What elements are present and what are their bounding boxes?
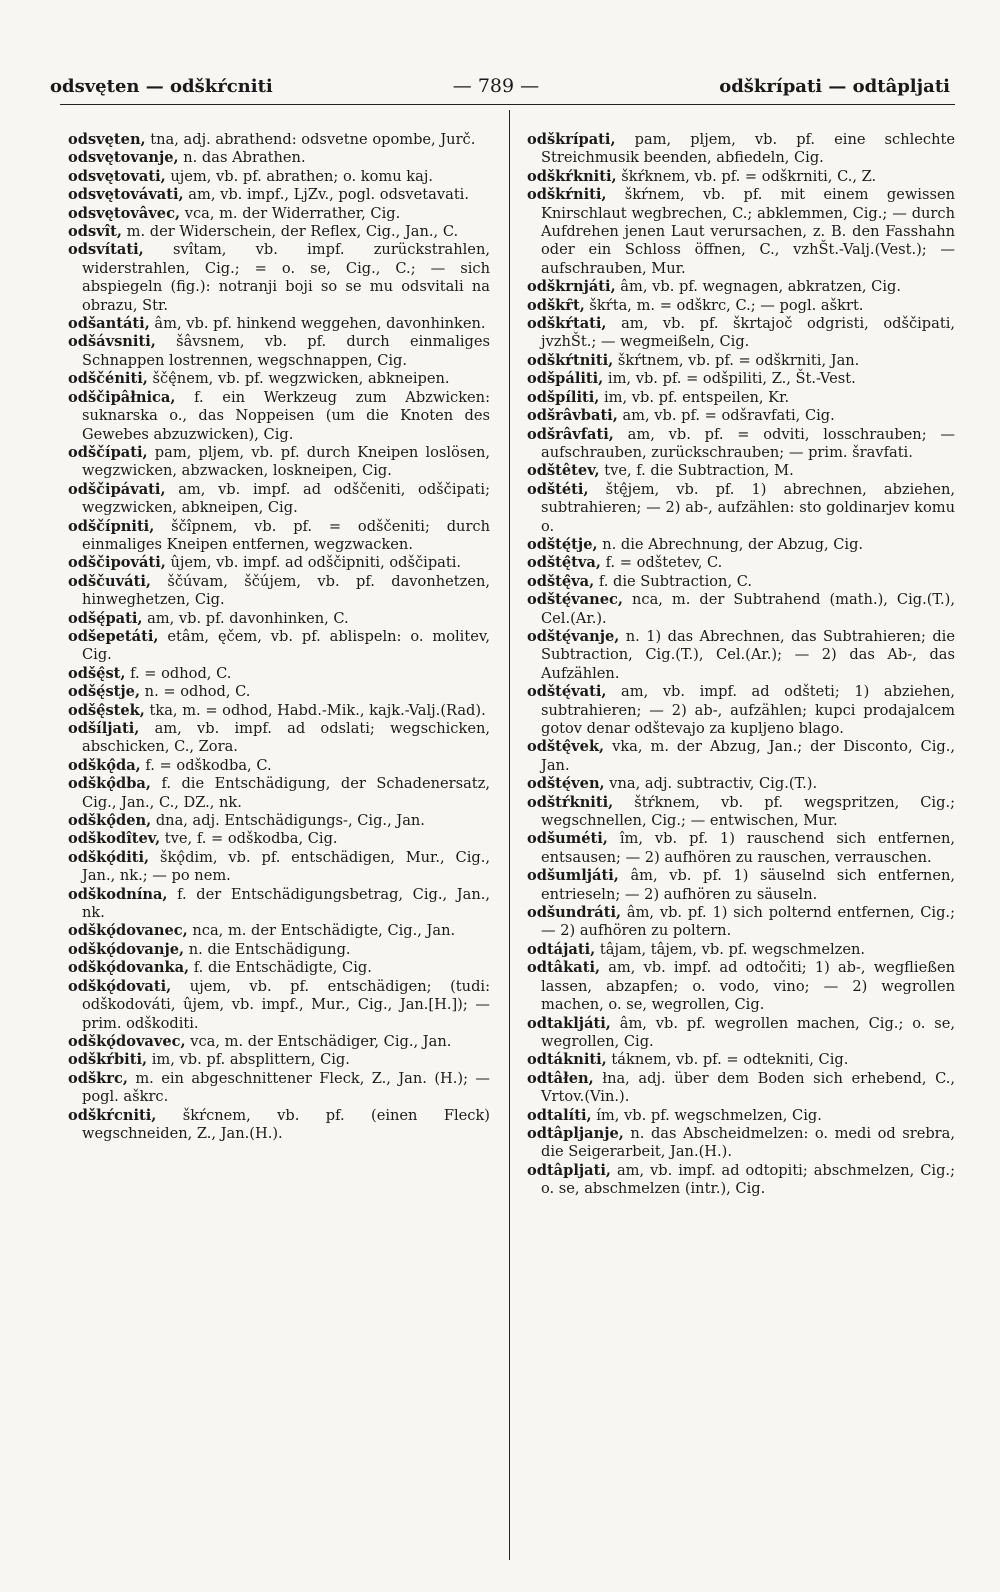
- dictionary-entry: [527, 554, 955, 572]
- entry-headword: odškŕkniti,: [527, 167, 617, 185]
- dictionary-entry: [527, 278, 955, 296]
- entry-headword: odtájati,: [527, 940, 596, 958]
- entry-definition: im, vb. pf. entspeilen, Kr.: [599, 388, 790, 406]
- entry-definition: n. das Abscheidmelzen: o. medi od srebra, die Seigerarbeit, Jan.(H.).: [541, 1124, 955, 1161]
- dictionary-entry: [68, 149, 490, 167]
- entry-headword: odškǫ́dovavec,: [68, 1032, 186, 1050]
- header-right-guide: odškrípati — odtâpljati: [719, 75, 950, 97]
- entry-definition: f. die Entschädigte, Cig.: [189, 959, 372, 977]
- dictionary-entry: [527, 315, 955, 352]
- entry-definition: f. die Entschädigung, der Schadenersatz, Cig., Jan., C., DZ., nk.: [82, 775, 490, 811]
- dictionary-entry: [68, 1051, 490, 1069]
- entry-definition: f. ein Werkzeug zum Abzwicken: suknarska o., das Noppeisen (um die Knoten des Gewebes abzuzwicken), Cig.: [82, 388, 490, 443]
- entry-headword: odškǫ́dovanka,: [68, 959, 190, 977]
- entry-headword: odškrípati,: [527, 131, 616, 148]
- entry-headword: odšantáti,: [68, 315, 150, 333]
- entry-definition: nca, m. der Subtrahend (math.), Cig.(T.), Cel.(Ar.).: [541, 591, 955, 627]
- dictionary-entry: [68, 683, 490, 701]
- entry-definition: svîtam, vb. impf. zurückstrahlen, widerstrahlen, Cig.; = o. se, Cig., C.; — sich abspiegeln (fig.): notranji boji so se mu odsvitali na obrazu, Str.: [82, 241, 490, 314]
- entry-definition: štŕknem, vb. pf. wegspritzen, Cig.; wegschnellen, Cig.; — entwischen, Mur.: [541, 793, 955, 830]
- dictionary-entry: [527, 683, 955, 738]
- entry-definition: f. der Entschädigungsbetrag, Cig., Jan., nk.: [82, 885, 490, 922]
- dictionary-entry: [527, 1125, 955, 1162]
- entry-definition: m. der Widerschein, der Reflex, Cig., Jan., C.: [122, 223, 459, 241]
- header-rule: [60, 104, 955, 105]
- entry-definition: am, vb. impf. ad odtopiti; abschmelzen, Cig.; o. se, abschmelzen (intr.), Cig.: [541, 1161, 955, 1198]
- dictionary-entry: [527, 407, 955, 425]
- entry-definition: am, vb. pf. davonhinken, C.: [142, 609, 349, 627]
- entry-definition: im, vb. pf. absplittern, Cig.: [147, 1051, 350, 1069]
- dictionary-entry: [68, 1107, 490, 1144]
- dictionary-entry: [68, 481, 490, 518]
- entry-headword: odškrc,: [68, 1069, 128, 1087]
- entry-definition: n. die Abrechnung, der Abzug, Cig.: [597, 535, 864, 553]
- dictionary-entry: [68, 757, 490, 775]
- left-column: [68, 131, 490, 1143]
- entry-definition: škŕtnem, vb. pf. = odškrniti, Jan.: [613, 351, 860, 369]
- entry-headword: odštŕkniti,: [527, 793, 614, 811]
- dictionary-entry: [68, 370, 490, 388]
- entry-headword: odsvętovâvec,: [68, 204, 181, 222]
- entry-definition: f. die Subtraction, C.: [594, 572, 753, 590]
- entry-headword: odštę̂va,: [527, 572, 595, 590]
- dictionary-entry: [527, 904, 955, 941]
- entry-definition: škǫ̂dim, vb. pf. entschädigen, Mur., Cig., Jan., nk.; — po nem.: [82, 848, 490, 885]
- dictionary-entry: [68, 444, 490, 481]
- dictionary-entry: [68, 830, 490, 848]
- entry-headword: odtakljáti,: [527, 1014, 611, 1032]
- entry-headword: odščípniti,: [68, 517, 155, 535]
- entry-headword: odškŕtati,: [527, 315, 607, 333]
- entry-definition: dna, adj. Entschädigungs-, Cig., Jan.: [151, 812, 425, 830]
- entry-definition: škŕknem, vb. pf. = odškrniti, C., Z.: [616, 167, 877, 185]
- dictionary-entry: [68, 131, 490, 149]
- entry-definition: ujem, vb. pf. entschädigen; (tudi: odškodováti, ûjem, vb. impf., Mur., Cig., Jan.[H.]); — prim. odškoditi.: [82, 977, 490, 1032]
- entry-headword: odškǫ́dovanec,: [68, 922, 188, 940]
- dictionary-entry: [527, 628, 955, 683]
- entry-headword: odškǫ́dovati,: [68, 977, 172, 995]
- entry-headword: odščipávati,: [68, 480, 166, 498]
- dictionary-entry: [527, 1070, 955, 1107]
- entry-headword: odštę́vanec,: [527, 591, 623, 609]
- entry-definition: štę̂jem, vb. pf. 1) abrechnen, abziehen, subtrahieren; — 2) ab-, aufzählen: sto goldinarjev komu o.: [541, 480, 955, 535]
- entry-definition: f. = odštetev, C.: [600, 554, 723, 572]
- entry-definition: tna, adj. abrathend: odsvetne opombe, Jurč.: [145, 131, 476, 148]
- page-number: — 789 —: [452, 75, 540, 97]
- entry-definition: n. die Entschädigung.: [184, 940, 351, 958]
- dictionary-entry: [68, 168, 490, 186]
- entry-headword: odsvítati,: [68, 241, 144, 259]
- dictionary-entry: [527, 297, 955, 315]
- entry-headword: odtâpljati,: [527, 1161, 611, 1179]
- dictionary-entry: [68, 941, 490, 959]
- entry-headword: odštę́ven,: [527, 775, 605, 793]
- entry-headword: odškǫ̂da,: [68, 756, 141, 774]
- entry-definition: n. das Abrathen.: [178, 149, 306, 167]
- entry-definition: pam, pljem, vb. pf. eine schlechte Streichmusik beenden, abfiedeln, Cig.: [541, 131, 955, 167]
- entry-headword: odšumljáti,: [527, 867, 619, 885]
- entry-definition: am, vb. impf., LjZv., pogl. odsvetavati.: [183, 186, 469, 204]
- entry-definition: âm, vb. pf. wegrollen machen, Cig.; o. se, wegrollen, Cig.: [541, 1014, 955, 1050]
- entry-definition: îm, vb. pf. 1) rauschend sich entfernen, entsausen; — 2) aufhören zu rauschen, verrauschen.: [541, 830, 955, 866]
- entry-definition: am, vb. impf. ad odšteti; 1) abziehen, subtrahieren; — 2) ab-, aufzählen; kupci prodajalcem gotov denar odštevajo za kupljeno blago.: [541, 683, 955, 737]
- entry-definition: škŕcnem, vb. pf. (einen Fleck) wegschneiden, Z., Jan.(H.).: [82, 1106, 490, 1142]
- entry-definition: škŕta, m. = odškrc, C.; — pogl. aškrt.: [584, 296, 864, 314]
- entry-headword: odštę́vati,: [527, 683, 607, 701]
- entry-headword: odšę́pati,: [68, 609, 143, 627]
- entry-definition: pam, pljem, vb. pf. durch Kneipen loslösen, wegzwicken, abzwacken, loskneipen, Cig.: [82, 443, 490, 480]
- entry-headword: odšundráti,: [527, 904, 622, 922]
- entry-headword: odškǫ́diti,: [68, 848, 150, 866]
- entry-headword: odštêtev,: [527, 462, 600, 480]
- dictionary-entry: [68, 1070, 490, 1107]
- entry-headword: odškŕtniti,: [527, 351, 614, 369]
- dictionary-entry: [68, 389, 490, 444]
- dictionary-entry: [68, 610, 490, 628]
- dictionary-entry: [68, 720, 490, 757]
- page-header: [50, 66, 950, 106]
- entry-headword: odtâkati,: [527, 959, 601, 977]
- entry-headword: odškrnjáti,: [527, 278, 616, 296]
- dictionary-entry: [68, 849, 490, 886]
- entry-definition: ščîpnem, vb. pf. = odščeniti; durch einmaliges Kneipen entfernen, wegzwacken.: [82, 517, 490, 553]
- entry-definition: łna, adj. über dem Boden sich erhebend, C., Vrtov.(Vin.).: [541, 1069, 955, 1106]
- dictionary-entry: [527, 867, 955, 904]
- dictionary-entry: [527, 131, 955, 168]
- dictionary-entry: [527, 389, 955, 407]
- dictionary-entry: [527, 536, 955, 554]
- entry-headword: odsvęten,: [68, 131, 146, 148]
- entry-headword: odštę́vanje,: [527, 627, 620, 645]
- entry-headword: odškŕniti,: [527, 186, 607, 204]
- dictionary-entry: [527, 168, 955, 186]
- entry-headword: odščipováti,: [68, 554, 166, 572]
- dictionary-entry: [68, 223, 490, 241]
- entry-definition: âm, vb. pf. hinkend weggehen, davonhinken.: [149, 315, 486, 333]
- entry-definition: táknem, vb. pf. = odtekniti, Cig.: [606, 1051, 849, 1069]
- entry-definition: n. = odhod, C.: [140, 683, 251, 701]
- entry-headword: odštę̂vek,: [527, 738, 605, 756]
- entry-headword: odšíljati,: [68, 720, 140, 737]
- entry-headword: odšrâvfati,: [527, 425, 614, 443]
- entry-headword: odsvît,: [68, 223, 122, 241]
- entry-definition: vca, m. der Widerrather, Cig.: [180, 204, 401, 222]
- entry-definition: f. = odškodba, C.: [140, 756, 272, 774]
- dictionary-entry: [68, 186, 490, 204]
- entry-definition: vka, m. der Abzug, Jan.; der Disconto, Cig., Jan.: [541, 738, 955, 774]
- entry-headword: odškǫ̂dba,: [68, 775, 151, 793]
- dictionary-entry: [68, 1033, 490, 1051]
- dictionary-entry: [68, 554, 490, 572]
- entry-headword: odsvętovati,: [68, 167, 166, 185]
- entry-headword: odtâpljanje,: [527, 1124, 624, 1142]
- entry-definition: tâjam, tâjem, vb. pf. wegschmelzen.: [595, 940, 866, 958]
- dictionary-entry: [68, 665, 490, 683]
- column-divider: [509, 110, 510, 1560]
- entry-definition: am, vb. impf. ad odščeniti, odščipati; wegzwicken, abkneipen, Cig.: [82, 480, 490, 517]
- entry-definition: nca, m. der Entschädigte, Cig., Jan.: [187, 922, 456, 940]
- entry-definition: f. = odhod, C.: [125, 664, 232, 682]
- dictionary-entry: [68, 205, 490, 223]
- dictionary-entry: [527, 426, 955, 463]
- entry-headword: odštę̂tva,: [527, 554, 601, 572]
- entry-headword: odšuméti,: [527, 830, 608, 848]
- dictionary-entry: [527, 830, 955, 867]
- entry-definition: ûjem, vb. impf. ad odščipniti, odščipati.: [165, 554, 462, 572]
- entry-headword: odščipâłnica,: [68, 388, 176, 406]
- entry-definition: m. ein abgeschnittener Fleck, Z., Jan. (H.); — pogl. aškrc.: [82, 1069, 490, 1106]
- entry-definition: am, vb. pf. = odšravfati, Cig.: [617, 407, 835, 425]
- entry-definition: am, vb. pf. škrtajoč odgristi, odščipati, jvzhŠt.; — wegmeißeln, Cig.: [541, 315, 955, 351]
- dictionary-entry: [527, 352, 955, 370]
- entry-headword: odšę̂stek,: [68, 701, 145, 719]
- entry-definition: ujem, vb. pf. abrathen; o. komu kaj.: [165, 167, 433, 185]
- dictionary-entry: [527, 573, 955, 591]
- entry-headword: odšę́stje,: [68, 683, 141, 701]
- dictionary-entry: [68, 518, 490, 555]
- dictionary-entry: [68, 333, 490, 370]
- entry-headword: odšepetáti,: [68, 627, 159, 645]
- entry-definition: etâm, ęčem, vb. pf. ablispeln: o. molitev, Cig.: [82, 627, 490, 664]
- entry-definition: âm, vb. pf. 1) säuselnd sich entfernen, entrieseln; — 2) aufhören zu säuseln.: [541, 867, 955, 903]
- entry-headword: odštę́tje,: [527, 535, 598, 553]
- entry-definition: ščę̂nem, vb. pf. wegzwicken, abkneipen.: [147, 370, 450, 388]
- entry-definition: im, vb. pf. = odšpiliti, Z., Št.-Vest.: [603, 370, 856, 388]
- dictionary-entry: [527, 1107, 955, 1125]
- entry-definition: tve, f. die Subtraction, M.: [599, 462, 794, 480]
- dictionary-entry: [527, 462, 955, 480]
- entry-definition: ím, vb. pf. wegschmelzen, Cig.: [591, 1106, 822, 1124]
- entry-definition: tka, m. = odhod, Habd.-Mik., kajk.-Valj.(Rad).: [144, 701, 486, 719]
- entry-definition: am, vb. impf. ad odtočiti; 1) ab-, wegfließen lassen, abzapfen; o. vodo, vino; — 2) wegrollen machen, o. se, wegrollen, Cig.: [541, 959, 955, 1014]
- entry-definition: škŕnem, vb. pf. mit einem gewissen Knirschlaut wegbrechen, C.; abklemmen, Cig.; — durch Aufdrehen jenen Laut verursachen, z. B. den Fasshahn oder ein Schloss öffnen, C., vzhŠt.-Valj.(Vest.); — aufschrauben, Mur.: [541, 186, 955, 277]
- entry-definition: am, vb. pf. = odviti, losschrauben; — aufschrauben, zurückschrauben; — prim. šravfati.: [541, 425, 955, 461]
- dictionary-entry: [68, 959, 490, 977]
- dictionary-entry: [527, 186, 955, 278]
- dictionary-entry: [527, 794, 955, 831]
- entry-definition: ščúvam, ščújem, vb. pf. davonhetzen, hinweghetzen, Cig.: [82, 572, 490, 609]
- entry-headword: odškŕbiti,: [68, 1051, 148, 1069]
- dictionary-entry: [68, 628, 490, 665]
- entry-headword: odtalíti,: [527, 1106, 592, 1124]
- entry-headword: odškodnína,: [68, 885, 168, 903]
- entry-headword: odščéniti,: [68, 370, 148, 388]
- entry-definition: vca, m. der Entschädiger, Cig., Jan.: [185, 1032, 452, 1050]
- entry-headword: odščuváti,: [68, 572, 151, 590]
- dictionary-entry: [527, 1051, 955, 1069]
- entry-definition: am, vb. impf. ad odslati; wegschicken, abschicken, C., Zora.: [82, 720, 490, 756]
- entry-headword: odšę̂st,: [68, 664, 126, 682]
- dictionary-entry: [68, 812, 490, 830]
- entry-headword: odšrâvbati,: [527, 407, 618, 425]
- dictionary-entry: [527, 370, 955, 388]
- entry-headword: odštéti,: [527, 480, 589, 498]
- entry-headword: odškǫ̂den,: [68, 812, 152, 830]
- right-column: [527, 131, 955, 1199]
- dictionary-entry: [68, 702, 490, 720]
- entry-definition: šâvsnem, vb. pf. durch einmaliges Schnappen lostrennen, wegschnappen, Cig.: [82, 333, 490, 369]
- dictionary-entry: [68, 922, 490, 940]
- entry-definition: n. 1) das Abrechnen, das Subtrahieren; die Subtraction, Cig.(T.), Cel.(Ar.); — 2) das Ab-, das Aufzählen.: [541, 627, 955, 682]
- entry-headword: odškǫ́dovanje,: [68, 940, 185, 958]
- entry-definition: vna, adj. subtractiv, Cig.(T.).: [604, 775, 818, 793]
- dictionary-entry: [527, 738, 955, 775]
- entry-definition: tve, f. = odškodba, Cig.: [160, 830, 338, 848]
- entry-headword: odškodîtev,: [68, 830, 161, 848]
- entry-headword: odsvętovávati,: [68, 186, 184, 204]
- entry-headword: odškȓt,: [527, 296, 585, 314]
- dictionary-entry: [68, 241, 490, 315]
- dictionary-entry: [527, 1162, 955, 1199]
- dictionary-entry: [68, 315, 490, 333]
- entry-headword: odšpíliti,: [527, 388, 600, 406]
- dictionary-entry: [68, 978, 490, 1033]
- dictionary-entry: [527, 775, 955, 793]
- entry-headword: odščípati,: [68, 443, 148, 461]
- dictionary-entry: [68, 573, 490, 610]
- header-left-guide: odsvęten — odškŕcniti: [50, 75, 273, 97]
- entry-headword: odšpáliti,: [527, 370, 604, 388]
- dictionary-entry: [527, 941, 955, 959]
- entry-headword: odtákniti,: [527, 1051, 607, 1069]
- dictionary-entry: [527, 1015, 955, 1052]
- entry-headword: odškŕcniti,: [68, 1106, 157, 1124]
- entry-headword: odšávsniti,: [68, 333, 156, 351]
- entry-headword: odsvętovanje,: [68, 149, 179, 167]
- dictionary-entry: [527, 959, 955, 1014]
- entry-definition: âm, vb. pf. wegnagen, abkratzen, Cig.: [615, 278, 901, 296]
- dictionary-entry: [527, 591, 955, 628]
- entry-headword: odtâłen,: [527, 1069, 594, 1087]
- dictionary-entry: [68, 775, 490, 812]
- entry-definition: âm, vb. pf. 1) sich polternd entfernen, Cig.; — 2) aufhören zu poltern.: [541, 904, 955, 940]
- dictionary-entry: [527, 481, 955, 536]
- dictionary-entry: [68, 886, 490, 923]
